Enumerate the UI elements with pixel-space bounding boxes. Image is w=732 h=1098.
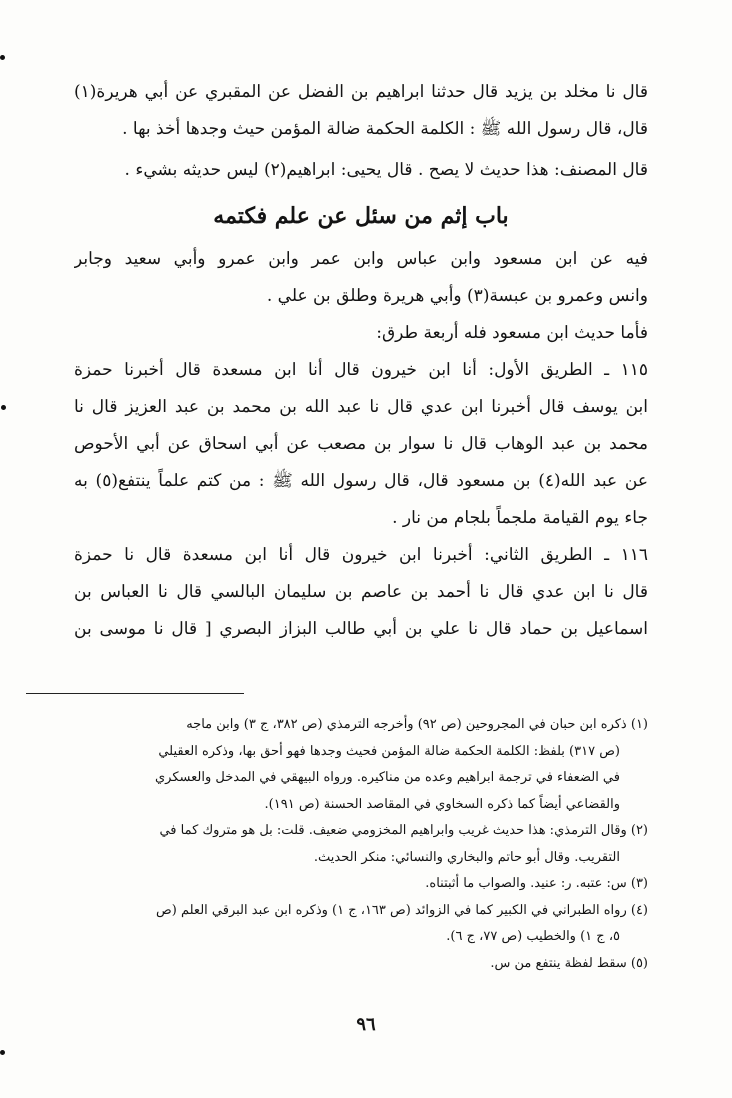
scan-mark [1, 405, 6, 410]
footnote-line: (٢) وقال الترمذي: هذا حديث غريب وابراهيم المخزومي ضعيف. قلت: بل هو متروك كما في [159, 823, 648, 838]
footnote-line: والقضاعي أيضاً كما ذكره السخاوي في المقاصد الحسنة (ص ١٩١). [264, 796, 620, 812]
text-line-4: فيه عن ابن مسعود وابن عباس وابن عمر وابن عمرو وأبي سعيد وجابر [74, 249, 648, 269]
footnote-line: (٣) س: عتبه. ر: عنيد. والصواب ما أثبتناه. [425, 876, 648, 891]
text-line-11: جاء يوم القيامة ملجماً بلجام من نار . [392, 508, 648, 528]
scan-mark [0, 1050, 5, 1055]
main-text [74, 74, 648, 648]
text-line-7: ١١٥ ـ الطريق الأول: أنا ابن خيرون قال أنا ابن مسعدة قال أخبرنا حمزة [74, 360, 648, 380]
footnote-line: ٥، ج ١) والخطيب (ص ٧٧، ج ٦). [446, 929, 620, 944]
footnote-divider [26, 693, 244, 694]
footnote-line: (ص ٣١٧) بلفظ: الكلمة الحكمة ضالة المؤمن فحيث وجدها فهو أحق بها، وذكره العقيلي [158, 743, 620, 759]
footnotes [74, 712, 648, 977]
footnote-line: التقريب. وقال أبو حاتم والبخاري والنسائي: منكر الحديث. [313, 849, 620, 865]
text-line-13: قال نا ابن عدي قال نا أحمد بن عاصم بن سليمان البالسي قال نا العباس بن [74, 582, 648, 602]
page-number: ٩٦ [356, 1014, 376, 1035]
footnote-line: (٤) رواه الطبراني في الكبير كما في الزوائد (ص ١٦٣، ج ١) وذكره ابن عبد البرقي العلم (ص [156, 902, 648, 918]
text-line-9: محمد بن عبد الوهاب قال نا سوار بن مصعب عن أبي اسحاق عن أبي الأحوص [74, 434, 648, 454]
footnote-line: في الضعفاء في ترجمة ابراهيم وعده من مناكيره. ورواه البيهقي في المدخل والعسكري [155, 770, 620, 785]
text-line-2: قال، قال رسول الله ﷺ : الكلمة الحكمة ضالة المؤمن حيث وجدها أخذ بها . [122, 119, 648, 139]
text-line-6: فأما حديث ابن مسعود فله أربعة طرق: [376, 323, 648, 343]
footnote-line: (١) ذكره ابن حبان في المجروحين (ص ٩٢) وأخرجه الترمذي (ص ٣٨٢، ج ٣) وابن ماجه [186, 717, 648, 732]
text-line-12: ١١٦ ـ الطريق الثاني: أخبرنا ابن خيرون قال أنا ابن مسعدة قال نا حمزة [74, 545, 648, 565]
text-line-5: وانس وعمرو بن عبسة(٣) وأبي هريرة وطلق بن علي . [266, 286, 648, 306]
text-line-8: ابن يوسف قال أخبرنا ابن عدي قال نا عبد الله بن محمد بن عبد العزيز قال نا [74, 397, 648, 417]
scan-mark [0, 55, 5, 60]
text-line-1: قال نا مخلد بن يزيد قال حدثنا ابراهيم بن الفضل عن المقبري عن أبي هريرة(١) [74, 82, 648, 102]
chapter-heading: باب إثم من سئل عن علم فكتمه [213, 203, 509, 229]
text-line-10: عن عبد الله(٤) بن مسعود قال، قال رسول الله ﷺ : من كتم علماً ينتفع(٥) به [74, 471, 648, 491]
text-line-14: اسماعيل بن حماد قال نا علي بن أبي طالب البزاز البصري [ قال نا موسى بن [74, 619, 648, 639]
text-line-3: قال المصنف: هذا حديث لا يصح . قال يحيى: ابراهيم(٢) ليس حديثه بشيء . [124, 160, 648, 180]
footnote-line: (٥) سقط لفظة ينتفع من س. [490, 955, 648, 971]
